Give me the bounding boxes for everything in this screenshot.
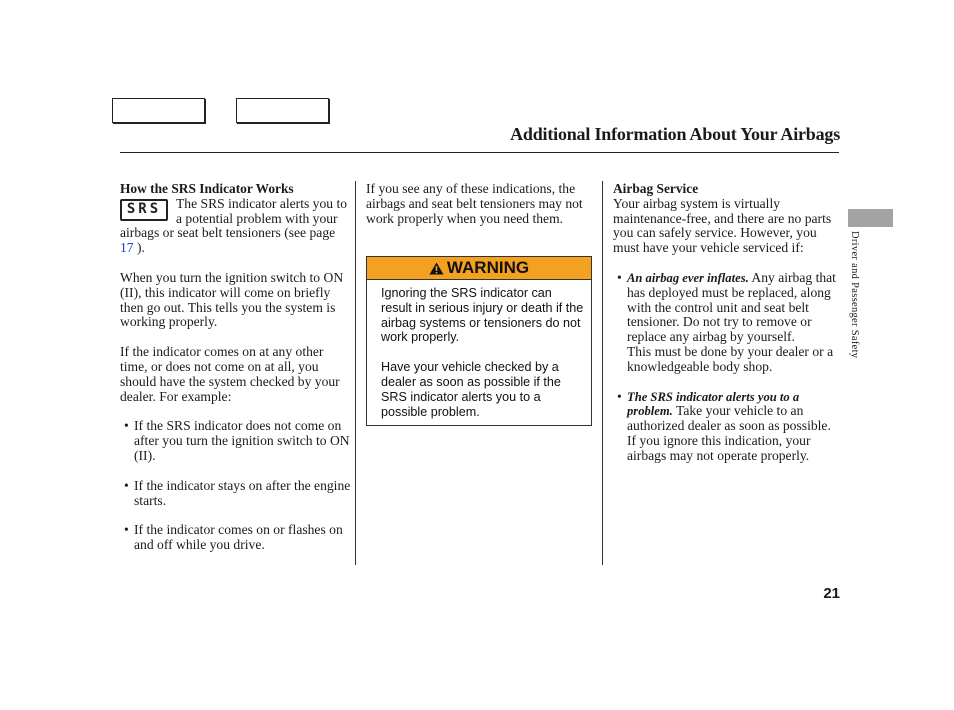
right-column bbox=[613, 182, 839, 464]
airbag-service-heading: Airbag Service bbox=[613, 181, 699, 196]
srs-intro-paragraph: SRS The SRS indicator alerts you to a potential problem with your airbags or seat belt tensioners (see page 17 ). bbox=[120, 195, 348, 256]
section-tab-marker bbox=[848, 209, 893, 227]
list-item: • If the SRS indicator does not come on after you turn the ignition switch to ON (II). bbox=[120, 419, 352, 463]
warning-paragraph-1: Ignoring the SRS indicator can result in serious injury or death if the airbag systems or tensioners do not work properly. bbox=[381, 286, 584, 345]
page-number: 21 bbox=[823, 585, 840, 602]
airbag-service-intro: Your airbag system is virtually maintenance-free, and there are no parts you can safely service. However, you must have your vehicle serviced if: bbox=[613, 195, 832, 256]
list-item: • If the indicator stays on after the engine starts. bbox=[120, 479, 352, 509]
middle-column bbox=[366, 182, 592, 226]
page-title: Additional Information About Your Airbags bbox=[510, 124, 840, 144]
warning-triangle-icon bbox=[429, 262, 444, 275]
warning-header bbox=[367, 257, 591, 280]
ignition-paragraph: When you turn the ignition switch to ON (II), this indicator will come on briefly then go out. This tells you the system is working properly. bbox=[120, 269, 344, 330]
warning-paragraph-2: Have your vehicle checked by a dealer as soon as possible if the SRS indicator alerts you to a possible problem. bbox=[381, 360, 561, 419]
column-divider-right bbox=[602, 181, 603, 565]
srs-section-heading: How the SRS Indicator Works bbox=[120, 181, 294, 196]
warning-box bbox=[366, 256, 592, 426]
list-item: • If the indicator comes on or flashes on and off while you drive. bbox=[120, 523, 352, 553]
column-divider-left bbox=[355, 181, 356, 565]
page-link-17[interactable]: 17 bbox=[120, 240, 134, 256]
nav-box-previous[interactable] bbox=[112, 98, 205, 123]
srs-indicator-icon: SRS bbox=[120, 199, 168, 221]
nav-box-next[interactable] bbox=[236, 98, 329, 123]
section-tab-label: Driver and Passenger Safety bbox=[849, 231, 860, 359]
list-item: • An airbag ever inflates. Any airbag that has deployed must be replaced, along with the control unit and seat belt tensioner. Do not try to remove or replace any airbag by yourself. This must be done by your dealer or a knowledgeable body shop. bbox=[613, 271, 839, 375]
left-column bbox=[120, 182, 352, 553]
indicator-check-paragraph: If the indicator comes on at any other time, or does not come on at all, you should have the system checked by your dealer. For example: bbox=[120, 344, 340, 404]
warning-label: WARNING bbox=[446, 258, 530, 277]
list-item: • The SRS indicator alerts you to a problem. Take your vehicle to an authorized dealer as soon as possible. If you ignore this indication, your airbags may not operate properly. bbox=[613, 390, 839, 464]
indications-paragraph: If you see any of these indications, the airbags and seat belt tensioners may not work properly when you need them. bbox=[366, 181, 583, 226]
warning-body bbox=[381, 286, 585, 419]
title-rule bbox=[120, 152, 839, 153]
